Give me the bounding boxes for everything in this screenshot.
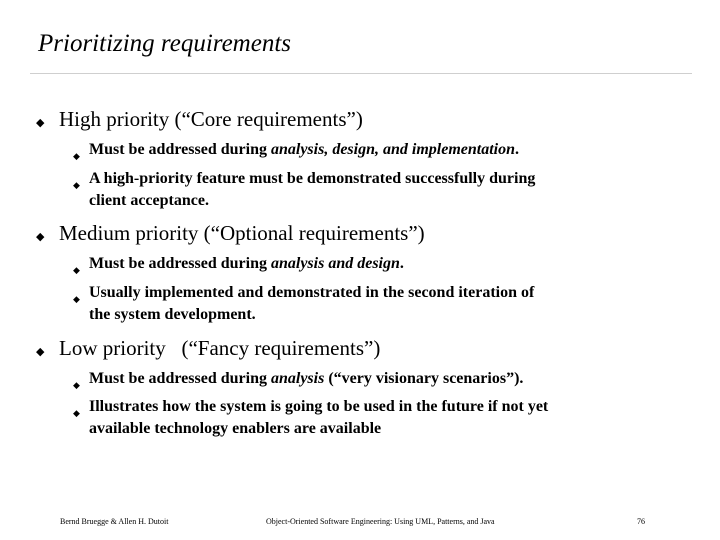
- sub-bullet-text: Must be addressed during analysis, design, and implementation.: [89, 141, 519, 158]
- page-number: 76: [637, 517, 645, 526]
- sub-bullet-text: A high-priority feature must be demonstrated successfully during client acceptance.: [89, 170, 536, 209]
- footer-author: Bernd Bruegge & Allen H. Dutoit: [60, 517, 169, 526]
- diamond-bullet-icon: ◆: [73, 180, 80, 190]
- diamond-bullet-icon: ◆: [73, 380, 80, 390]
- sub-bullet-text: Must be addressed during analysis and design.: [89, 255, 404, 272]
- diamond-bullet-icon: ◆: [36, 117, 45, 129]
- diamond-bullet-icon: ◆: [73, 408, 80, 418]
- title-divider: [30, 73, 692, 74]
- bullet-heading: Low priority (“Fancy requirements”): [59, 336, 381, 360]
- diamond-bullet-icon: ◆: [36, 346, 45, 358]
- sub-bullet-text: Must be addressed during analysis (“very visionary scenarios”).: [89, 370, 524, 387]
- diamond-bullet-icon: ◆: [36, 231, 45, 243]
- diamond-bullet-icon: ◆: [73, 151, 80, 161]
- footer-book-title: Object-Oriented Software Engineering: Using UML, Patterns, and Java: [266, 517, 495, 526]
- sub-bullet-text: Usually implemented and demonstrated in the second iteration of the system development.: [89, 284, 535, 323]
- diamond-bullet-icon: ◆: [73, 265, 80, 275]
- slide-title: Prioritizing requirements: [38, 30, 292, 57]
- sub-bullet-text: Illustrates how the system is going to be used in the future if not yet available technology enablers are available: [89, 398, 549, 437]
- bullet-heading: High priority (“Core requirements”): [59, 107, 363, 131]
- diamond-bullet-icon: ◆: [73, 294, 80, 304]
- bullet-heading: Medium priority (“Optional requirements”): [59, 221, 425, 245]
